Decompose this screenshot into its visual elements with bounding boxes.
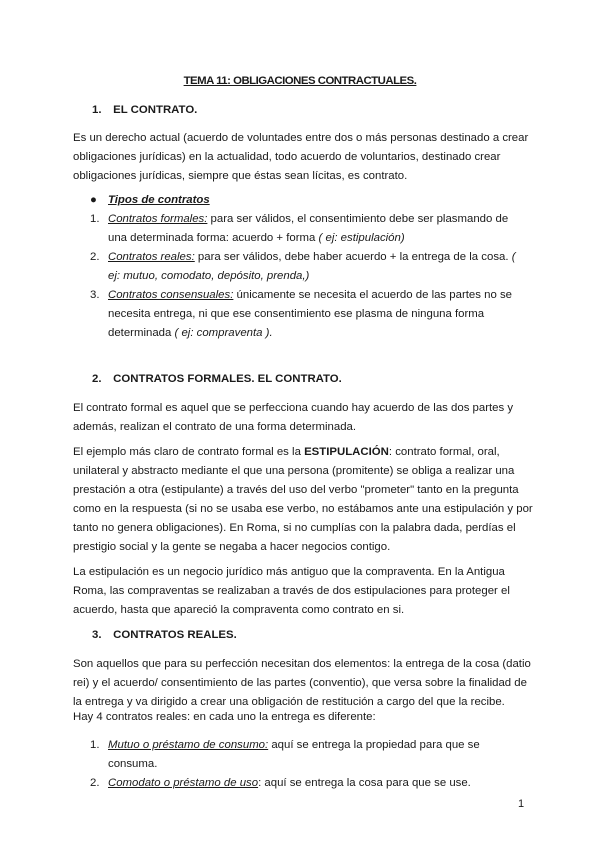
real-contracts-list	[90, 736, 530, 793]
item-term: Contratos formales:	[108, 213, 208, 225]
item-term: Comodato o préstamo de uso	[108, 777, 259, 789]
item-example: ( ej: mutuo, comodato, depósito, prenda,)	[108, 251, 516, 282]
section-2-paragraph-3: La estipulación es un negocio jurídico más antiguo que la compraventa. En la Antigua Roma, las compraventas se realizaban a través de dos estipulaciones para proteger el acuerdo, hasta que apareció la compraventa como contrato en si.	[73, 566, 510, 616]
section-3-paragraph-1: Son aquellos que para su perfección necesitan dos elementos: la entrega de la cosa (datio rei) y el acuerdo/ consentimiento de las partes (conventio), que versa sobre la finalidad de la entrega y va dirigido a crear una obligación de restitución a cargo del que la recibe.	[73, 658, 531, 708]
item-text: para ser válidos, debe haber acuerdo + la entrega de la cosa.	[194, 251, 512, 263]
item-marker: 3.	[90, 289, 100, 301]
list-item	[90, 736, 530, 774]
section-2-heading	[92, 370, 342, 389]
bullet-marker: ●	[90, 194, 97, 206]
list-item	[90, 248, 530, 286]
section-1-heading	[92, 101, 197, 120]
item-text: para ser válidos, el consentimiento debe ser plasmando de una determinada forma: acuerdo + forma	[108, 213, 509, 244]
section-number: 3.	[92, 629, 102, 641]
item-marker: 1.	[90, 739, 100, 751]
item-term: Contratos consensuales:	[108, 289, 234, 301]
item-text: únicamente se necesita el acuerdo de las partes no se necesita entrega, ni que ese consentimiento ese plasma de ninguna forma determinada	[108, 289, 512, 339]
section-2-paragraph-2	[73, 443, 533, 557]
paragraph-text: : contrato formal, oral, unilateral y abstracto mediante el que una persona (promitente) se obliga a realizar una prestación a otra (estipulante) a través del uso del verbo "prometer" tanto en la pregunta como en la respuesta (si no se usaba ese verbo, no estábamos ante una estipulación y por tanto no genera obligaciones). En Roma, si no cumplías con la palabra dada, perdías el prestigio social y la gente se negaba a hacer negocios contigo.	[73, 446, 533, 553]
paragraph-text: El ejemplo más claro de contrato formal es la	[73, 446, 305, 458]
item-marker: 2.	[90, 251, 100, 263]
section-title: CONTRATOS FORMALES. EL CONTRATO.	[113, 373, 342, 385]
section-2-paragraph-1: El contrato formal es aquel que se perfecciona cuando hay acuerdo de las dos partes y además, realizan el contrato de una forma determinada.	[73, 402, 514, 433]
section-title: EL CONTRATO.	[113, 104, 198, 116]
section-3-paragraph-2: Hay 4 contratos reales: en cada uno la entrega es diferente:	[73, 711, 376, 723]
bullet-label: Tipos de contratos	[108, 194, 210, 206]
item-marker: 2.	[90, 777, 100, 789]
item-marker: 1.	[90, 213, 100, 225]
section-title: CONTRATOS REALES.	[113, 629, 237, 641]
section-1-paragraph: Es un derecho actual (acuerdo de voluntades entre dos o más personas destinado a crear obligaciones jurídicas) en la actualidad, todo acuerdo de voluntarios, destinado crear obligaciones jurídicas, siempre que éstas sean lícitas, es contrato.	[73, 132, 529, 182]
page-title: TEMA 11: OBLIGACIONES CONTRACTUALES.	[183, 75, 417, 87]
item-example: ( ej: compraventa ).	[174, 327, 273, 339]
estipulacion-term: ESTIPULACIÓN	[304, 446, 389, 458]
item-term: Mutuo o préstamo de consumo:	[108, 739, 269, 751]
item-text: aquí se entrega la propiedad para que se consuma.	[108, 739, 480, 770]
list-item	[90, 210, 530, 248]
item-term: Contratos reales:	[108, 251, 195, 263]
section-number: 1.	[92, 104, 102, 116]
list-item	[90, 286, 530, 343]
section-3-heading	[92, 626, 237, 645]
list-item	[90, 774, 530, 793]
list-item-bullet	[90, 191, 530, 210]
section-number: 2.	[92, 373, 102, 385]
item-example: ( ej: estipulación)	[318, 232, 405, 244]
page-number: 1	[518, 798, 525, 810]
item-text: : aquí se entrega la cosa para que se use.	[258, 777, 471, 789]
contract-types-list	[90, 191, 530, 343]
